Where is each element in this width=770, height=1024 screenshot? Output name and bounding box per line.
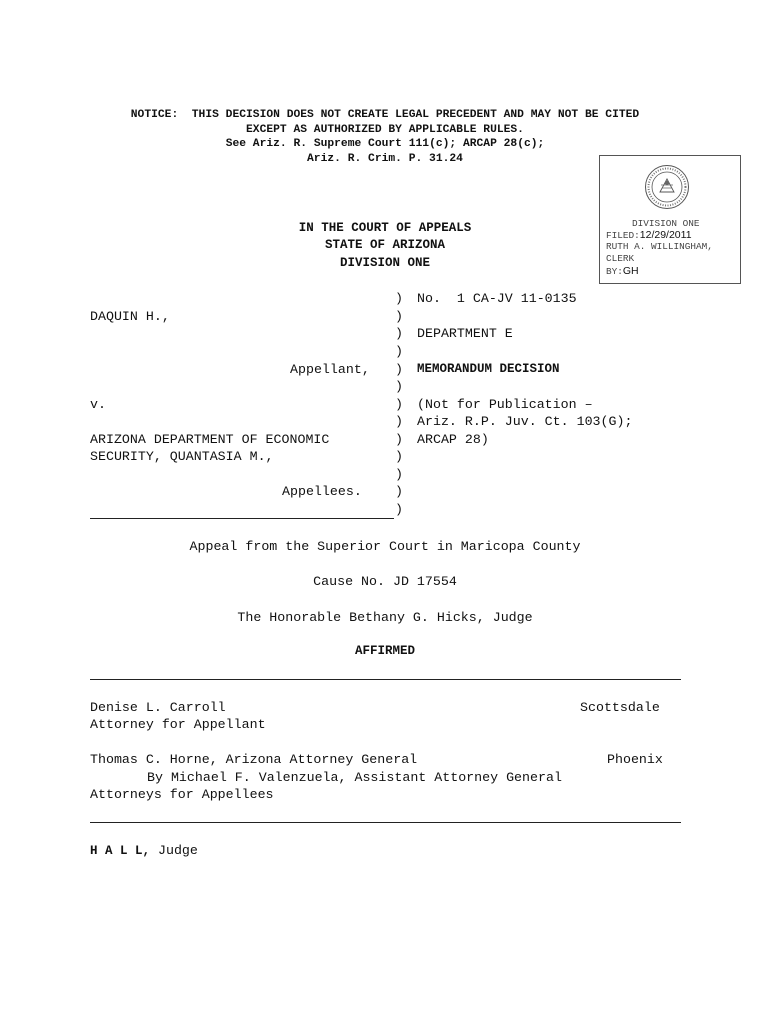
notice-line-1: NOTICE: THIS DECISION DOES NOT CREATE LEGAL PRECEDENT AND MAY NOT BE CITED (130, 109, 640, 121)
notice-line-2: EXCEPT AS AUTHORIZED BY APPLICABLE RULES. (246, 124, 524, 136)
divider-bottom (90, 822, 681, 823)
caption-underline (90, 518, 394, 519)
department: DEPARTMENT E (417, 326, 513, 341)
appellee-line-1: ARIZONA DEPARTMENT OF ECONOMIC (90, 432, 330, 447)
caption-paren: ) (395, 291, 403, 306)
stamp-division: DIVISION ONE (632, 218, 700, 229)
appellee-attorney-by: By Michael F. Valenzuela, Assistant Attorney General (147, 770, 562, 785)
caption-paren: ) (395, 432, 403, 447)
caption-paren: ) (395, 414, 403, 429)
caption-paren: ) (395, 379, 403, 394)
court-name: IN THE COURT OF APPEALS (298, 221, 472, 235)
caption-paren: ) (395, 362, 403, 377)
appellant-role: Appellant, (290, 362, 370, 377)
caption-paren: ) (395, 309, 403, 324)
author-title: Judge (150, 843, 198, 858)
caption-paren: ) (395, 449, 403, 464)
notice-line-4: Ariz. R. Crim. P. 31.24 (307, 153, 463, 165)
stamp-by (606, 265, 639, 277)
appellee-attorney-city: Phoenix (607, 752, 663, 767)
notice-line-3: See Ariz. R. Supreme Court 111(c); ARCAP 28(c); (225, 138, 545, 150)
publication-line-3: ARCAP 28) (417, 432, 489, 447)
publication-line-2: Ariz. R.P. Juv. Ct. 103(G); (417, 414, 633, 429)
caption-paren: ) (395, 326, 403, 341)
caption-paren: ) (395, 502, 403, 517)
appeal-from: Appeal from the Superior Court in Maricopa County (189, 539, 581, 554)
decision-type: MEMORANDUM DECISION (417, 362, 560, 376)
stamp-by-label: BY: (606, 266, 623, 277)
divider-top (90, 679, 681, 680)
caption-paren: ) (395, 467, 403, 482)
stamp-filed (606, 229, 692, 241)
stamp-by-initials: GH (622, 265, 639, 277)
trial-judge: The Honorable Bethany G. Hicks, Judge (237, 610, 533, 625)
authoring-judge (90, 843, 198, 858)
appellee-line-2: SECURITY, QUANTASIA M., (90, 449, 274, 464)
publication-line-1: (Not for Publication – (417, 397, 593, 412)
appellant-attorney-role: Attorney for Appellant (90, 717, 266, 732)
appellee-role: Appellees. (282, 484, 362, 499)
appellant-attorney: Denise L. Carroll (90, 700, 226, 715)
stamp-clerk-name: RUTH A. WILLINGHAM, (606, 241, 713, 252)
disposition: AFFIRMED (354, 644, 415, 658)
appellant-attorney-city: Scottsdale (580, 700, 660, 715)
stamp-clerk-title: CLERK (606, 253, 635, 264)
stamp-filed-label: FILED: (606, 230, 640, 241)
versus: v. (90, 397, 106, 412)
appellee-attorney-role: Attorneys for Appellees (90, 787, 274, 802)
court-state: STATE OF ARIZONA (324, 238, 446, 252)
appellant-name: DAQUIN H., (90, 309, 170, 324)
cause-number: Cause No. JD 17554 (313, 574, 457, 589)
stamp-filed-date: 12/29/2011 (639, 229, 692, 241)
court-division: DIVISION ONE (339, 256, 430, 270)
court-seal-icon (644, 164, 690, 210)
filing-stamp (599, 155, 741, 284)
author-name: H A L L, (90, 844, 151, 858)
case-number: No. 1 CA-JV 11-0135 (417, 291, 577, 306)
appellee-attorney: Thomas C. Horne, Arizona Attorney General (90, 752, 418, 767)
caption-paren: ) (395, 484, 403, 499)
caption-paren: ) (395, 397, 403, 412)
caption-paren: ) (395, 344, 403, 359)
